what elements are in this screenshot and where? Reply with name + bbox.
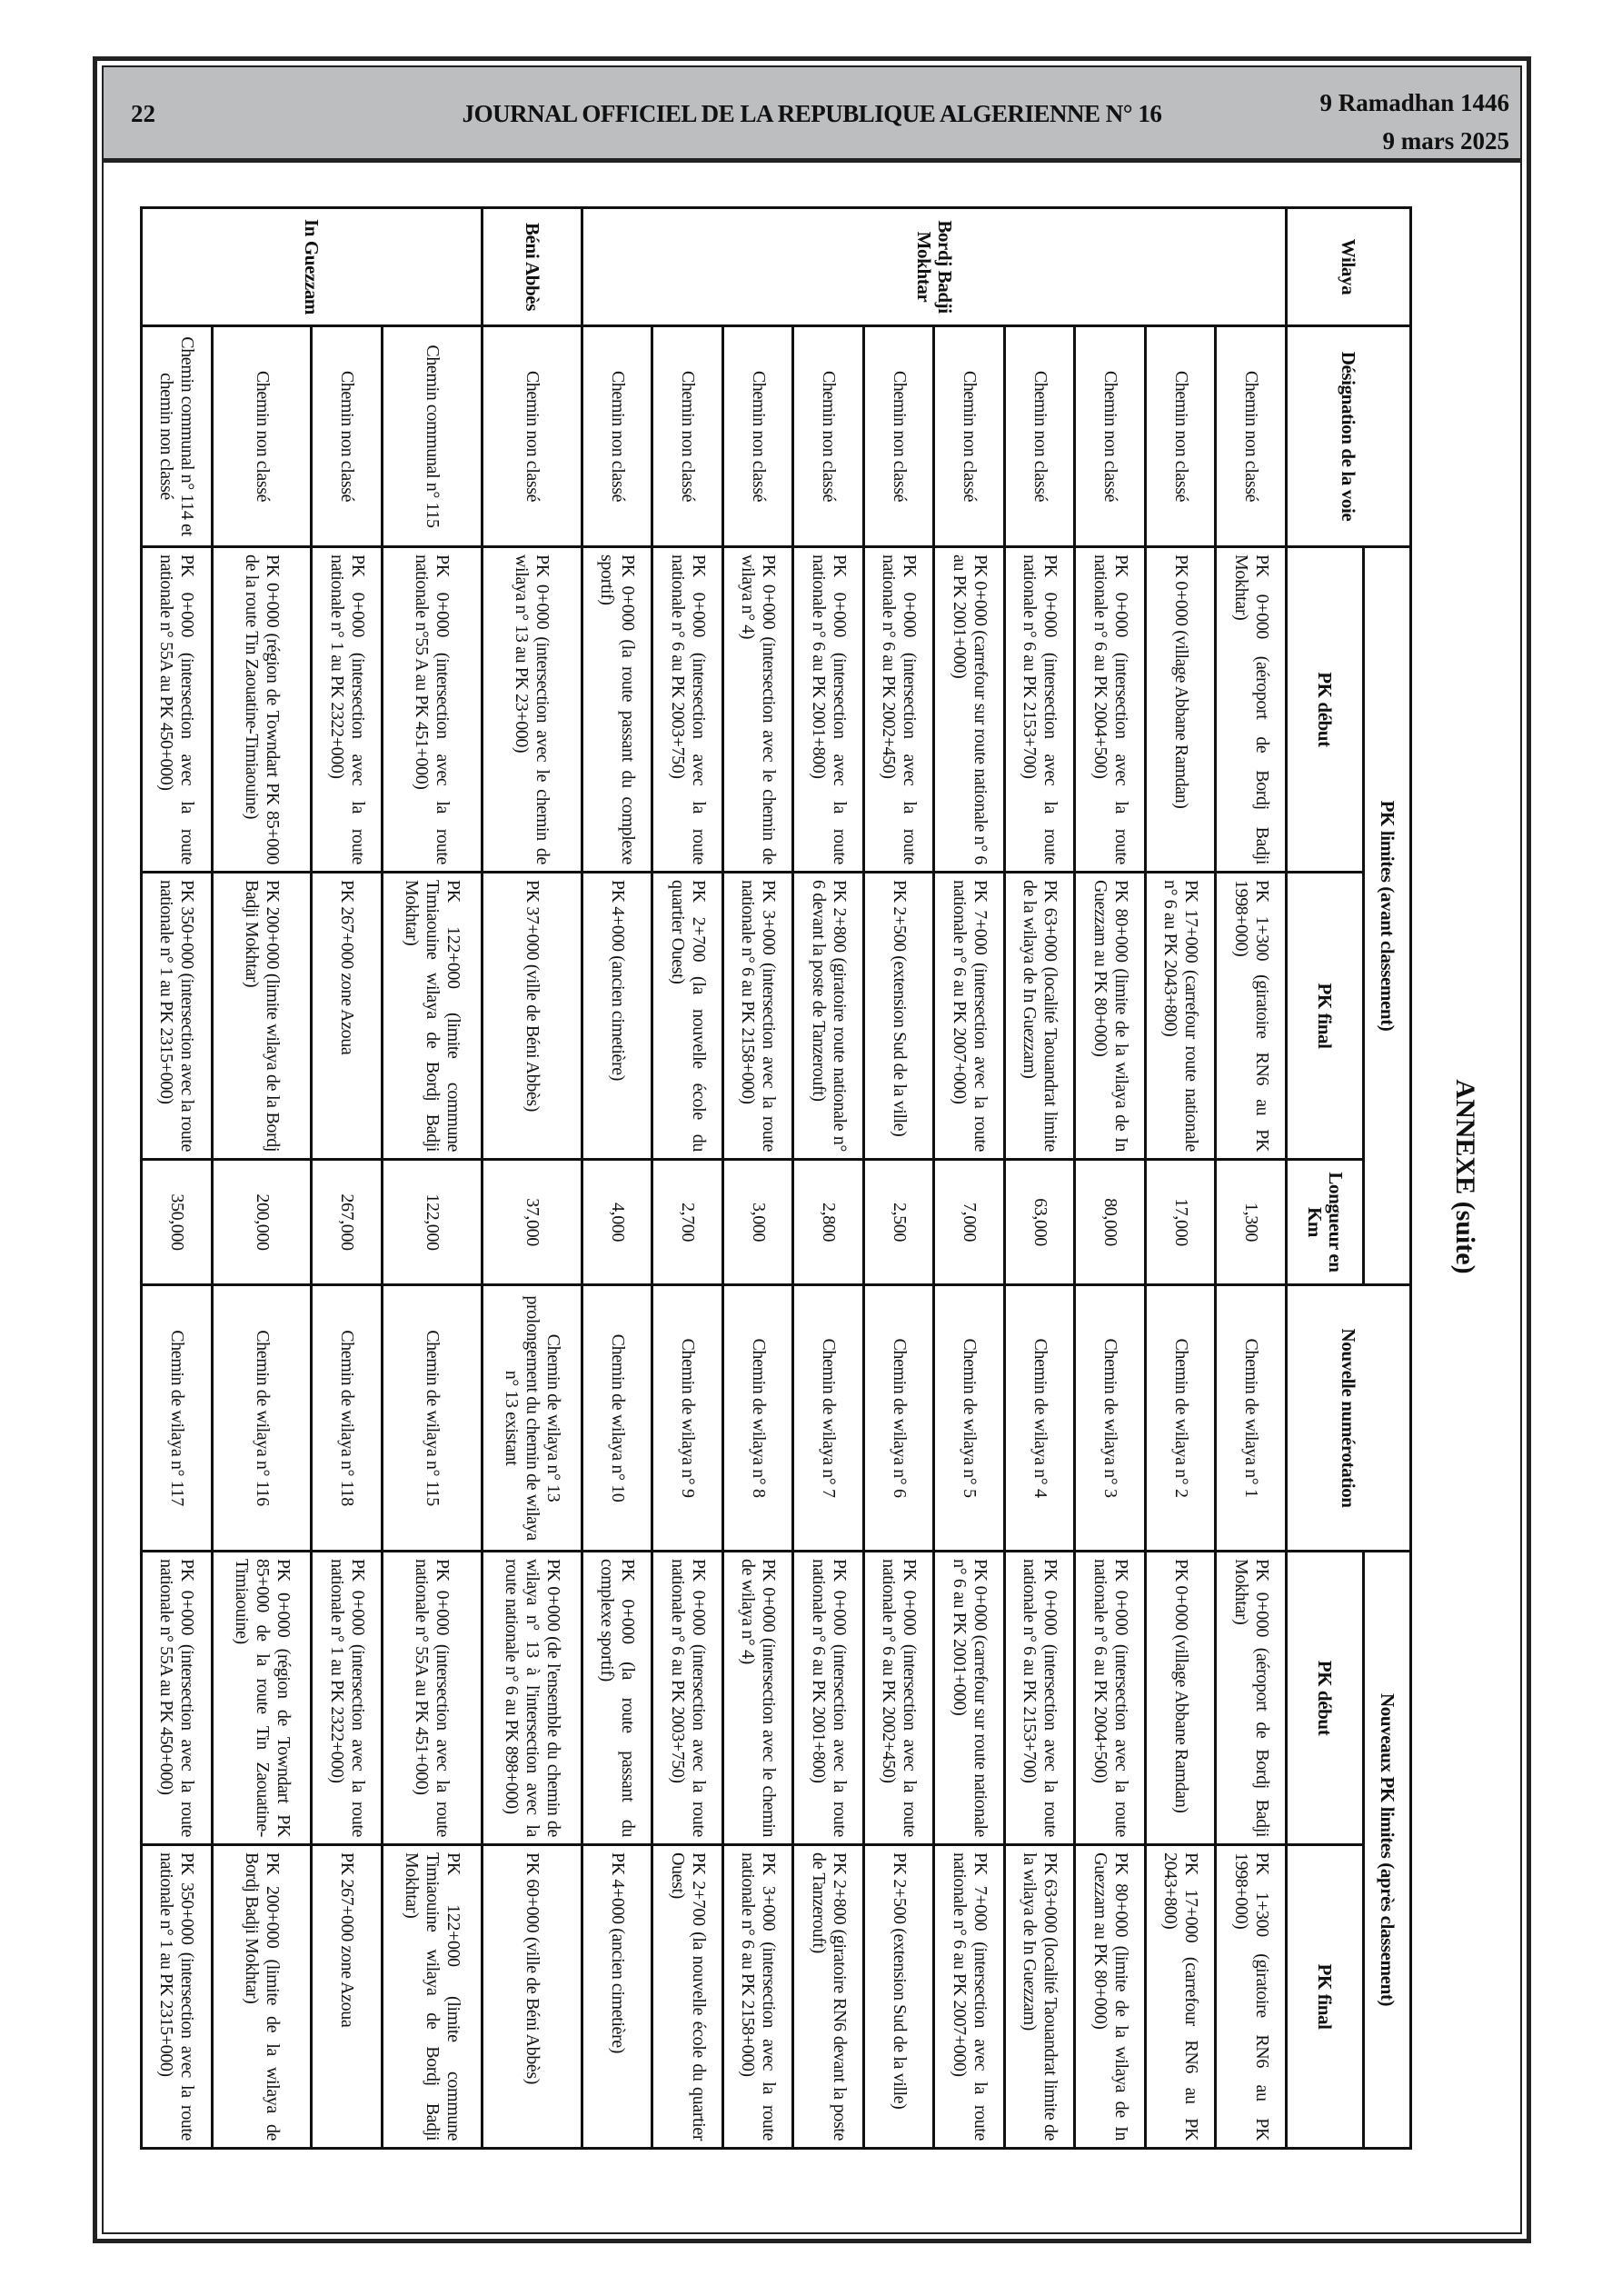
designation-cell: Chemin non classé	[212, 326, 312, 547]
pk-start-cell: PK 0+000 (intersection avec la route nationale n° 6 au PK 2153+700)	[1004, 547, 1075, 873]
designation-cell: Chemin non classé	[722, 326, 793, 547]
pk-end-cell: PK 122+000 (limite commune Timiaouine wilaya de Bordj Badji Mokhtar)	[383, 873, 483, 1160]
new-number-cell: Chemin de wilaya n° 13 prolongement du chemin de wilaya n° 13 existant	[482, 1285, 582, 1552]
table-body	[142, 208, 1287, 2149]
length-cell: 1,300	[1216, 1160, 1287, 1285]
page-number: 22	[131, 100, 155, 127]
new-pk-end-cell: PK 200+000 (limite de la wilaya de Bordj Badji Mokhtar)	[212, 1845, 312, 2149]
table-row	[582, 208, 652, 2149]
gregorian-date: 9 mars 2025	[1382, 127, 1509, 155]
new-number-cell: Chemin de wilaya n° 10	[582, 1285, 652, 1552]
pk-start-cell: PK 0+000 (intersection avec la route nationale n° 6 au PK 2001+800)	[793, 547, 864, 873]
table-row	[482, 208, 582, 2149]
journal-title: JOURNAL OFFICIEL DE LA REPUBLIQUE ALGERIENNE N° 16	[462, 100, 1162, 127]
new-pk-start-cell: PK 0+000 (intersection avec la route nationale n° 6 au PK 2004+500)	[1075, 1552, 1146, 1845]
pk-end-cell: PK 4+000 (ancien cimetière)	[582, 873, 652, 1160]
table-row	[1004, 208, 1075, 2149]
wilaya-cell: In Guezzam	[142, 208, 483, 326]
designation-cell: Chemin communal n° 115	[383, 326, 483, 547]
table-row	[863, 208, 934, 2149]
new-number-cell: Chemin de wilaya n° 3	[1075, 1285, 1146, 1552]
pk-start-cell: PK 0+000 (intersection avec la route nationale n° 55A au PK 450+000)	[142, 547, 213, 873]
annex-title: ANNEXE (suite)	[1450, 1079, 1480, 1274]
annex-table	[140, 206, 1412, 2150]
new-pk-start-cell: PK 0+000 (intersection avec la route nationale n° 55A au PK 451+000)	[383, 1552, 483, 1845]
pk-start-cell: PK 0+000 (intersection avec la route nationale n° 6 au PK 2002+450)	[863, 547, 934, 873]
pk-start-cell: PK 0+000 (intersection avec la route nationale n° 1 au PK 2322+000)	[312, 547, 383, 873]
new-number-cell: Chemin de wilaya n° 4	[1004, 1285, 1075, 1552]
pk-end-cell: PK 37+000 (ville de Béni Abbès)	[482, 873, 582, 1160]
length-cell: 2,800	[793, 1160, 864, 1285]
new-pk-end-cell: PK 2+800 (giratoire RN6 devant la poste de Tanzerouft)	[793, 1845, 864, 2149]
header-length: Longueur en Km	[1287, 1160, 1364, 1285]
table-row	[1216, 208, 1287, 2149]
header-pk-start: PK début	[1287, 547, 1364, 873]
pk-end-cell: PK 17+000 (carrefour route nationale n° 6 au PK 2043+800)	[1145, 873, 1216, 1160]
length-cell: 17,000	[1145, 1160, 1216, 1285]
new-pk-start-cell: PK 0+000 (carrefour sur route nationale n° 6 au PK 2001+000)	[934, 1552, 1005, 1845]
table-row	[1075, 208, 1146, 2149]
new-number-cell: Chemin de wilaya n° 1	[1216, 1285, 1287, 1552]
designation-cell: Chemin non classé	[793, 326, 864, 547]
designation-cell: Chemin non classé	[934, 326, 1005, 547]
new-pk-start-cell: PK 0+000 (région de Towndart PK 85+000 de la route Tin Zaouatine-Timiaouine)	[212, 1552, 312, 1845]
new-pk-end-cell: PK 80+000 (limite de la wilaya de In Guezzam au PK 80+000)	[1075, 1845, 1146, 2149]
pk-start-cell: PK 0+000 (intersection avec le chemin de wilaya n° 4)	[722, 547, 793, 873]
new-pk-end-cell: PK 4+000 (ancien cimetière)	[582, 1845, 652, 2149]
length-cell: 3,000	[722, 1160, 793, 1285]
journal-header	[104, 67, 1520, 163]
issue-date	[1319, 84, 1509, 160]
designation-cell: Chemin communal n° 114 et chemin non classé	[142, 326, 213, 547]
new-pk-start-cell: PK 0+000 (intersection avec le chemin de wilaya n° 4)	[722, 1552, 793, 1845]
table-row	[652, 208, 723, 2149]
table-row	[934, 208, 1005, 2149]
pk-start-cell: PK 0+000 (intersection avec la route nationale n° 6 au PK 2003+750)	[652, 547, 723, 873]
pk-end-cell: PK 350+000 (intersection avec la route nationale n° 1 au PK 2315+000)	[142, 873, 213, 1160]
new-pk-start-cell: PK 0+000 (intersection avec la route nationale n° 55A au PK 450+000)	[142, 1552, 213, 1845]
designation-cell: Chemin non classé	[1004, 326, 1075, 547]
header-wilaya: Wilaya	[1287, 208, 1411, 326]
pk-end-cell: PK 80+000 (limite de la wilaya de In Guezzam au PK 80+000)	[1075, 873, 1146, 1160]
length-cell: 4,000	[582, 1160, 652, 1285]
designation-cell: Chemin non classé	[1145, 326, 1216, 547]
new-pk-end-cell: PK 7+000 (intersection avec la route nationale n° 6 au PK 2007+000)	[934, 1845, 1005, 2149]
pk-end-cell: PK 63+000 (localité Taouandrat limite de la wilaya de In Guezzam)	[1004, 873, 1075, 1160]
header-pk-after: Nouveaux PK limites (après classement)	[1364, 1552, 1411, 2149]
new-pk-start-cell: PK 0+000 (village Abbane Ramdan)	[1145, 1552, 1216, 1845]
pk-start-cell: PK 0+000 (carrefour sur route nationale n° 6 au PK 2001+000)	[934, 547, 1005, 873]
header-pk-before: PK limites (avant classement)	[1364, 547, 1411, 1285]
length-cell: 200,000	[212, 1160, 312, 1285]
new-number-cell: Chemin de wilaya n° 115	[383, 1285, 483, 1552]
new-number-cell: Chemin de wilaya n° 5	[934, 1285, 1005, 1552]
table-row	[212, 208, 312, 2149]
new-pk-end-cell: PK 60+000 (ville de Béni Abbès)	[482, 1845, 582, 2149]
length-cell: 122,000	[383, 1160, 483, 1285]
length-cell: 63,000	[1004, 1160, 1075, 1285]
new-pk-end-cell: PK 2+500 (extension Sud de la ville)	[863, 1845, 934, 2149]
pk-end-cell: PK 1+300 (giratoire RN6 au PK 1998+000)	[1216, 873, 1287, 1160]
length-cell: 350,000	[142, 1160, 213, 1285]
pk-start-cell: PK 0+000 (intersection avec le chemin de wilaya n° 13 au PK 23+000)	[482, 547, 582, 873]
new-pk-start-cell: PK 0+000 (intersection avec la route nationale n° 6 au PK 2001+800)	[793, 1552, 864, 1845]
wilaya-cell: Bordj Badji Mokhtar	[582, 208, 1286, 326]
length-cell: 80,000	[1075, 1160, 1146, 1285]
new-pk-end-cell: PK 1+300 (giratoire RN6 au PK 1998+000)	[1216, 1845, 1287, 2149]
new-number-cell: Chemin de wilaya n° 117	[142, 1285, 213, 1552]
designation-cell: Chemin non classé	[582, 326, 652, 547]
header-new-number: Nouvelle numérotation	[1287, 1285, 1411, 1552]
designation-cell: Chemin non classé	[482, 326, 582, 547]
new-pk-end-cell: PK 267+000 zone Azoua	[312, 1845, 383, 2149]
table-row	[793, 208, 864, 2149]
pk-start-cell: PK 0+000 (intersection avec la route nationale n° 6 au PK 2004+500)	[1075, 547, 1146, 873]
new-number-cell: Chemin de wilaya n° 2	[1145, 1285, 1216, 1552]
designation-cell: Chemin non classé	[1216, 326, 1287, 547]
designation-cell: Chemin non classé	[1075, 326, 1146, 547]
table-row	[142, 208, 213, 2149]
length-cell: 267,000	[312, 1160, 383, 1285]
pk-end-cell: PK 7+000 (intersection avec la route nationale n° 6 au PK 2007+000)	[934, 873, 1005, 1160]
new-number-cell: Chemin de wilaya n° 8	[722, 1285, 793, 1552]
pk-end-cell: PK 3+000 (intersection avec la route nationale n° 6 au PK 2158+000)	[722, 873, 793, 1160]
header-designation: Désignation de la voie	[1287, 326, 1411, 547]
table-row	[722, 208, 793, 2149]
new-pk-start-cell: PK 0+000 (intersection avec la route nationale n° 6 au PK 2003+750)	[652, 1552, 723, 1845]
pk-end-cell: PK 2+500 (extension Sud de la ville)	[863, 873, 934, 1160]
new-pk-start-cell: PK 0+000 (de l'ensemble du chemin de wilaya n° 13 à l'intersection avec la route nationale n° 6 au PK 898+000)	[482, 1552, 582, 1845]
designation-cell: Chemin non classé	[863, 326, 934, 547]
new-pk-end-cell: PK 2+700 (la nouvelle école du quartier Ouest)	[652, 1845, 723, 2149]
new-pk-start-cell: PK 0+000 (intersection avec la route nationale n° 6 au PK 2153+700)	[1004, 1552, 1075, 1845]
pk-start-cell: PK 0+000 (aéroport de Bordj Badji Mokhtar)	[1216, 547, 1287, 873]
pk-start-cell: PK 0+000 (région de Towndart PK 85+000 de la route Tin Zaouatine-Timiaouine)	[212, 547, 312, 873]
new-number-cell: Chemin de wilaya n° 118	[312, 1285, 383, 1552]
new-pk-end-cell: PK 122+000 (limite commune Timiaouine wilaya de Bordj Badji Mokhtar)	[383, 1845, 483, 2149]
header-new-pk-start: PK début	[1287, 1552, 1364, 1845]
table-row	[312, 208, 383, 2149]
new-pk-end-cell: PK 350+000 (intersection avec la route nationale n° 1 au PK 2315+000)	[142, 1845, 213, 2149]
length-cell: 37,000	[482, 1160, 582, 1285]
new-number-cell: Chemin de wilaya n° 6	[863, 1285, 934, 1552]
new-pk-end-cell: PK 17+000 (carrefour RN6 au PK 2043+800)	[1145, 1845, 1216, 2149]
length-cell: 2,500	[863, 1160, 934, 1285]
designation-cell: Chemin non classé	[312, 326, 383, 547]
header-pk-end: PK final	[1287, 873, 1364, 1160]
new-pk-start-cell: PK 0+000 (intersection avec la route nationale n° 1 au PK 2322+000)	[312, 1552, 383, 1845]
designation-cell: Chemin non classé	[652, 326, 723, 547]
new-pk-end-cell: PK 3+000 (intersection avec la route nationale n° 6 au PK 2158+000)	[722, 1845, 793, 2149]
new-number-cell: Chemin de wilaya n° 116	[212, 1285, 312, 1552]
hijri-date: 9 Ramadhan 1446	[1319, 89, 1509, 116]
pk-start-cell: PK 0+000 (village Abbane Ramdan)	[1145, 547, 1216, 873]
header-new-pk-end: PK final	[1287, 1845, 1364, 2149]
wilaya-cell: Béni Abbès	[482, 208, 582, 326]
table-row	[1145, 208, 1216, 2149]
length-cell: 2,700	[652, 1160, 723, 1285]
length-cell: 7,000	[934, 1160, 1005, 1285]
new-pk-end-cell: PK 63+000 (localité Taouandrat limite de la wilaya de In Guezzam)	[1004, 1845, 1075, 2149]
table-row	[383, 208, 483, 2149]
new-pk-start-cell: PK 0+000 (intersection avec la route nationale n° 6 au PK 2002+450)	[863, 1552, 934, 1845]
new-pk-start-cell: PK 0+000 (aéroport de Bordj Badji Mokhtar)	[1216, 1552, 1287, 1845]
pk-start-cell: PK 0+000 (intersection avec la route nationale n°55 A au PK 451+000)	[383, 547, 483, 873]
pk-end-cell: PK 2+800 (giratoire route nationale n° 6 devant la poste de Tanzerouft)	[793, 873, 864, 1160]
pk-start-cell: PK 0+000 (la route passant du complexe sportif)	[582, 547, 652, 873]
rotated-annex	[136, 206, 1492, 2147]
new-number-cell: Chemin de wilaya n° 9	[652, 1285, 723, 1552]
pk-end-cell: PK 267+000 zone Azoua	[312, 873, 383, 1160]
pk-end-cell: PK 2+700 (la nouvelle école du quartier Ouest)	[652, 873, 723, 1160]
new-pk-start-cell: PK 0+000 (la route passant du complexe sportif)	[582, 1552, 652, 1845]
new-number-cell: Chemin de wilaya n° 7	[793, 1285, 864, 1552]
pk-end-cell: PK 200+000 (limite wilaya de la Bordj Badji Mokhtar)	[212, 873, 312, 1160]
